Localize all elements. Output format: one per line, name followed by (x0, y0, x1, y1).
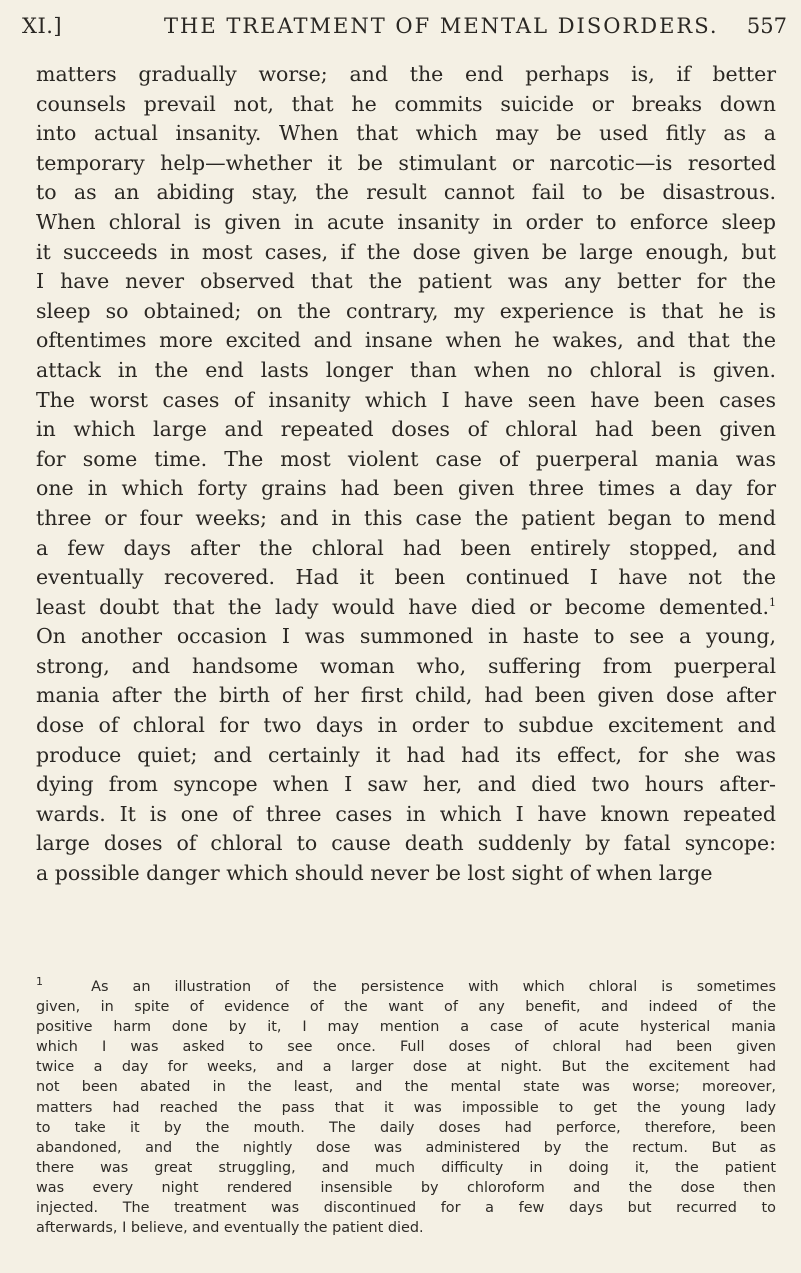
footnote-line: not been abated in the least, and the mental state was worse; moreover, (36, 1079, 776, 1096)
body-line: sleep so obtained; on the contrary, my experience is that he is (36, 298, 776, 323)
body-line: wards. It is one of three cases in which I have known repeated (36, 801, 776, 826)
body-line: in which large and repeated doses of chloral had been given (36, 417, 776, 442)
body-line: strong, and handsome woman who, suffering from puerperal (36, 653, 776, 678)
body-line: large doses of chloral to cause death suddenly by fatal syncope: (36, 831, 776, 856)
body-line: into actual insanity. When that which may be used fitly as a (36, 121, 776, 146)
footnote-line: was every night rendered insensible by chloroform and the dose then (36, 1179, 776, 1196)
body-line: mania after the birth of her first child, had been given dose after (36, 683, 776, 708)
footnote-line: given, in spite of evidence of the want of any benefit, and indeed of the (36, 999, 776, 1016)
footnote (36, 977, 776, 1238)
body-line: eventually recovered. Had it been continued I have not the (36, 565, 776, 590)
body-line: dose of chloral for two days in order to subdue excitement and (36, 713, 776, 738)
footnote-line: positive harm done by it, I may mention a case of acute hysterical mania (36, 1019, 776, 1036)
footnote-line: abandoned, and the nightly dose was administered by the rectum. But as (36, 1139, 776, 1156)
body-line: to as an abiding stay, the result cannot fail to be disastrous. (36, 180, 776, 205)
footnote-line: twice a day for weeks, and a larger dose at night. But the excitement had (36, 1059, 776, 1076)
footnote-reference: 1 (769, 595, 776, 609)
body-line: temporary help—whether it be stimulant or narcotic—is resorted (36, 150, 776, 175)
body-line: oftentimes more excited and insane when he wakes, and that the (36, 328, 776, 353)
body-line: dying from syncope when I saw her, and died two hours after- (36, 772, 776, 797)
running-head (0, 14, 801, 50)
footnote-line-text: As an illustration of the persistence with which chloral is sometimes (91, 979, 776, 995)
footnote-line: which I was asked to see once. Full doses of chloral had been given (36, 1039, 776, 1056)
body-line: for some time. The most violent case of puerperal mania was (36, 446, 776, 471)
running-title: THE TREATMENT OF MENTAL DISORDERS. (164, 14, 719, 38)
body-line: matters gradually worse; and the end perhaps is, if better (36, 62, 776, 86)
body-line: The worst cases of insanity which I have seen have been cases (36, 387, 776, 412)
page-number: 557 (746, 14, 787, 38)
footnote-line: to take it by the mouth. The daily doses had perforce, therefore, been (36, 1119, 776, 1136)
body-text (36, 60, 776, 889)
body-line: counsels prevail not, that he commits suicide or breaks down (36, 91, 776, 116)
body-line-text: least doubt that the lady would have died or become demented. (36, 594, 769, 619)
body-line: it succeeds in most cases, if the dose given be large enough, but (36, 239, 776, 264)
body-line: a possible danger which should never be lost sight of when large (36, 861, 713, 886)
footnote-line-with-marker (36, 977, 776, 997)
footnote-line: there was great struggling, and much difficulty in doing it, the patient (36, 1159, 776, 1176)
body-line: a few days after the chloral had been entirely stopped, and (36, 535, 776, 560)
body-line: one in which forty grains had been given three times a day for (36, 476, 776, 501)
chapter-number: XI.] (22, 14, 63, 38)
body-line: three or four weeks; and in this case the patient began to mend (36, 505, 776, 530)
footnote-line: afterwards, I believe, and eventually the patient died. (36, 1220, 424, 1237)
footnote-line: matters had reached the pass that it was impossible to get the young lady (36, 1099, 776, 1116)
body-line: When chloral is given in acute insanity in order to enforce sleep (36, 209, 776, 234)
footnote-marker: 1 (36, 975, 43, 989)
body-line-with-footnote-ref (36, 593, 776, 623)
body-line: attack in the end lasts longer than when no chloral is given. (36, 357, 776, 382)
body-line: produce quiet; and certainly it had had its effect, for she was (36, 742, 776, 767)
footnote-line: injected. The treatment was discontinued for a few days but recurred to (36, 1200, 776, 1217)
body-line: I have never observed that the patient was any better for the (36, 269, 776, 294)
body-line: On another occasion I was summoned in haste to see a young, (36, 624, 776, 649)
